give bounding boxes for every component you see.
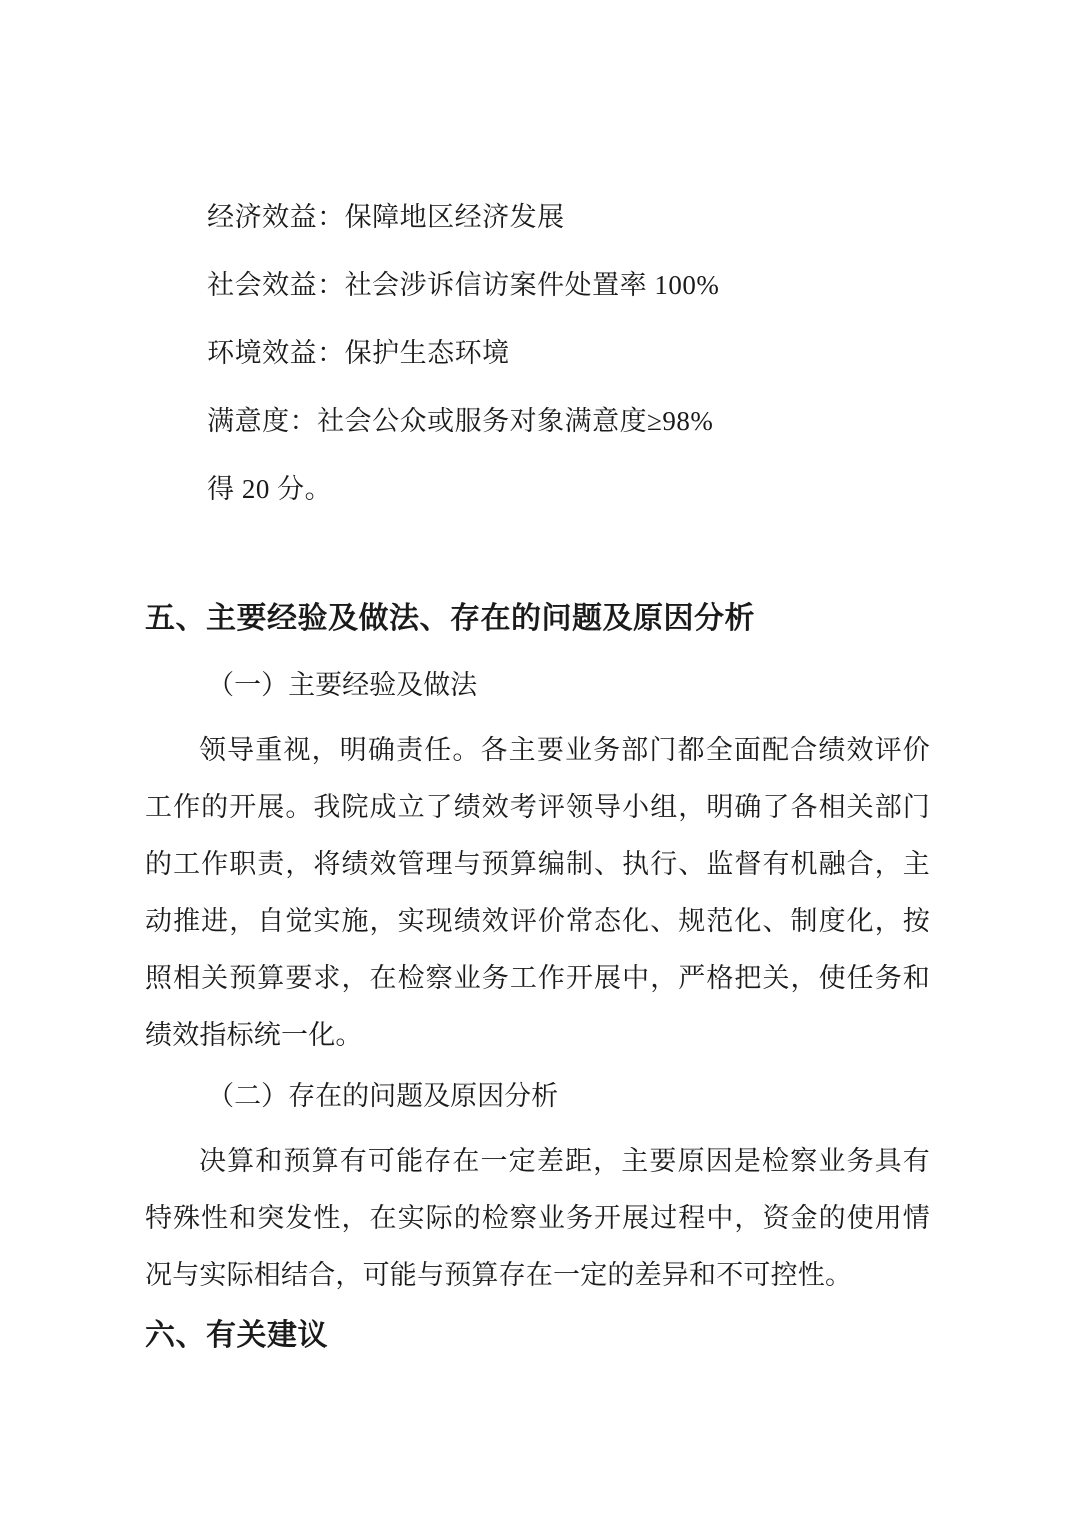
subsection-two-paragraph: 决算和预算有可能存在一定差距，主要原因是检察业务具有特殊性和突发性，在实际的检察业务开展过程中，资金的使用情况与实际相结合，可能与预算存在一定的差异和不可控性。 [145,1146,930,1290]
subsection-two-heading: （二）存在的问题及原因分析 [207,1081,559,1111]
section-six-heading: 六、有关建议 [145,1319,328,1352]
score-line-social-benefit: 社会效益：社会涉诉信访案件处置率 100% [207,270,720,300]
score-line-economic-benefit: 经济效益：保障地区经济发展 [207,202,565,232]
subsection-one-paragraph: 领导重视，明确责任。各主要业务部门都全面配合绩效评价工作的开展。我院成立了绩效考评领导小组，明确了各相关部门的工作职责，将绩效管理与预算编制、执行、监督有机融合，主动推进，自觉实施，实现绩效评价常态化、规范化、制度化，按照相关预算要求，在检察业务工作开展中，严格把关，使任务和绩效指标统一化。 [145,735,930,1050]
score-line-satisfaction: 满意度：社会公众或服务对象满意度≥98% [207,406,714,436]
section-five-heading: 五、主要经验及做法、存在的问题及原因分析 [145,602,755,635]
score-line-points: 得 20 分。 [207,474,333,504]
subsection-one-heading: （一）主要经验及做法 [207,670,478,700]
score-line-environment-benefit: 环境效益：保护生态环境 [207,338,510,368]
